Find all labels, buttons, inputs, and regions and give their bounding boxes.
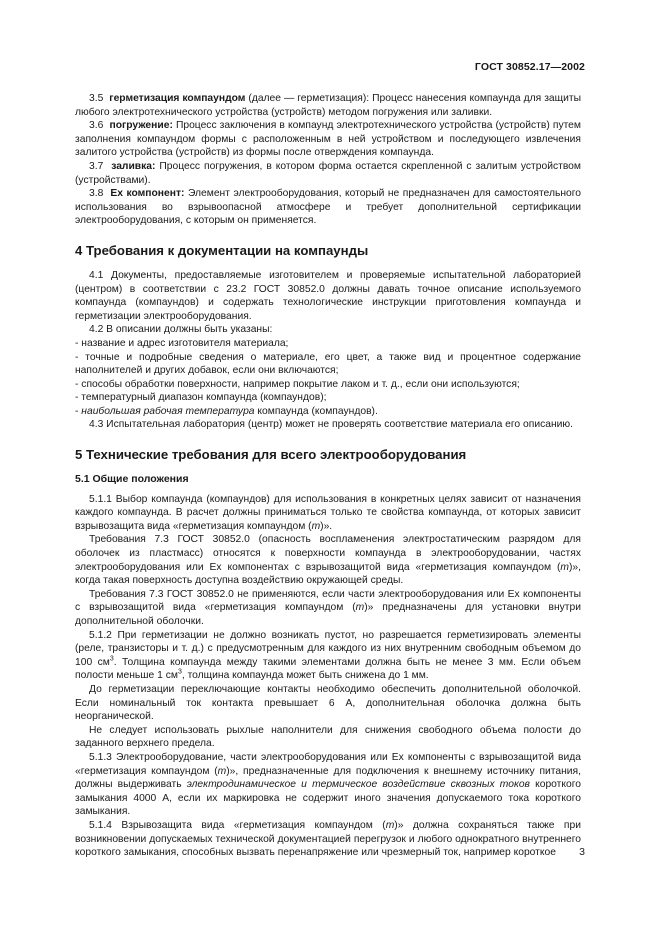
definition-3-6: 3.6 погружение: Процесс заключения в компаунд электротехнического устройства (устройств) путем заполнения компаундом формы с расположенным в ней устройством и последующего извлечения залитого устройства (устройств) из формы после отверждения компаунда. — [75, 120, 581, 159]
section-5-heading: 5 Технические требования для всего электрооборудования — [75, 447, 467, 463]
list-item: - точные и подробные сведения о материале, его цвет, а также вид и процентное содержание наполнителей и других добавок, если они включаются; — [75, 351, 581, 377]
paragraph-5-1-4: 5.1.4 Взрывозащита вида «герметизация компаундом (m)» должна сохраняться также при возникновении допускаемых технической документацией перегрузок и любого однократного внутреннего короткого замыкания, способных вызвать перенапряжение или чрезмерный ток, например короткое — [75, 819, 581, 859]
section-4-heading: 4 Требования к документации на компаунды — [75, 242, 369, 258]
list-item: - наибольшая рабочая температура компаунда (компаундов). — [75, 405, 378, 417]
paragraph-switch-contacts: До герметизации переключающие контакты необходимо обеспечить дополнительной оболочкой. Если номинальный ток контакта превышает 6 А, дополнительная оболочка должна быть неорганической. — [75, 683, 581, 723]
list-item: - температурный диапазон компаунда (компаундов); — [75, 392, 327, 404]
paragraph-7-3-requirement-a: Требования 7.3 ГОСТ 30852.0 (опасность воспламенения электростатическим разрядом для оболочек из пластмасс) относятся к поверхности компаунда в электрооборудовании, частях электрооборудования или Ex компонентах с взрывозащитой вида «герметизация компаундом (m)», когда такая поверхность доступна воздействию окружающей среды. — [75, 534, 581, 587]
term: герметизация компаундом — [109, 93, 246, 104]
paragraph-5-1-3: 5.1.3 Электрооборудование, части электрооборудования или Ex компоненты с взрывозащитой вида «герметизация компаундом (m)», предназначенные для подключения к внешнему источнику питания, должны выдерживать электродинамическое и термическое воздействие сквозных токов короткого замыкания 4000 А, если их маркировка не содержит иного значения допускаемого тока короткого замыкания. — [75, 751, 581, 818]
term: погружение: — [109, 120, 173, 132]
subsection-5-1-heading: 5.1 Общие положения — [75, 473, 189, 486]
paragraph-5-1-1: 5.1.1 Выбор компаунда (компаундов) для использования в конкретных целях зависит от назначения каждого компаунда. В расчет должны приниматься только те свойства компаунда, от которых зависит взрывозащита вида «герметизация компаундом (m)». — [75, 493, 581, 532]
paragraph-7-3-requirement-b: Требования 7.3 ГОСТ 30852.0 не применяются, если части электрооборудования или Ex компоненты с взрывозащитой вида «герметизация компаундом (m)» предназначены для установки внутри дополнительной оболочки. — [75, 588, 581, 627]
definition-3-5: 3.5 герметизация компаундом (далее — герметизация): Процесс нанесения компаунда для защиты любого электротехнического устройства (устройств) методом погружения или заливки. — [75, 93, 581, 118]
document-id-header: ГОСТ 30852.17—2002 — [474, 61, 585, 73]
page-content — [75, 92, 581, 860]
list-item: - название и адрес изготовителя материала; — [75, 337, 289, 349]
paragraph-fillers: Не следует использовать рыхлые наполнители для снижения свободного объема полости до заданного верхнего предела. — [75, 724, 581, 750]
paragraph-4-2: 4.2 В описании должны быть указаны: — [89, 324, 273, 336]
definition-3-7: 3.7 заливка: Процесс погружения, в котором форма остается скрепленной с залитым устройством (устройствами). — [75, 160, 581, 186]
paragraph-5-1-2: 5.1.2 При герметизации не должно возникать пустот, но разрешается герметизировать элементы (реле, транзисторы и т. д.) с предусмотренным для каждого из них внутренним свободным объемом до 100 $см^3$. Толщина компаунда между такими элементами должна быть не менее 3 мм. Если объем полости меньше 1 $см^3$, толщина компаунда может быть снижена до 1 мм. — [75, 629, 581, 682]
definition-3-8: 3.8 Ex компонент: Элемент электрооборудования, который не предназначен для самостоятельного использования во взрывоопасной атмосфере и требует дополнительной сертификации электрооборудования, с которым он применяется. — [75, 188, 581, 227]
term: заливка: — [111, 160, 156, 172]
page-number: 3 — [579, 846, 585, 858]
list-item: - способы обработки поверхности, например покрытие лаком и т. д., если они используются; — [75, 378, 520, 390]
paragraph-4-1: 4.1 Документы, предоставляемые изготовителем и проверяемые испытательной лабораторией (центром) в соответствии с 23.2 ГОСТ 30852.0 должны давать точное описание используемого компаунда (компаундов) и содержать технологические инструкции приготовления компаунда и герметизации электрооборудования. — [75, 269, 581, 322]
term: Ex компонент: — [110, 188, 185, 200]
paragraph-4-3: 4.3 Испытательная лаборатория (центр) может не проверять соответствие материала его описанию. — [89, 419, 573, 431]
